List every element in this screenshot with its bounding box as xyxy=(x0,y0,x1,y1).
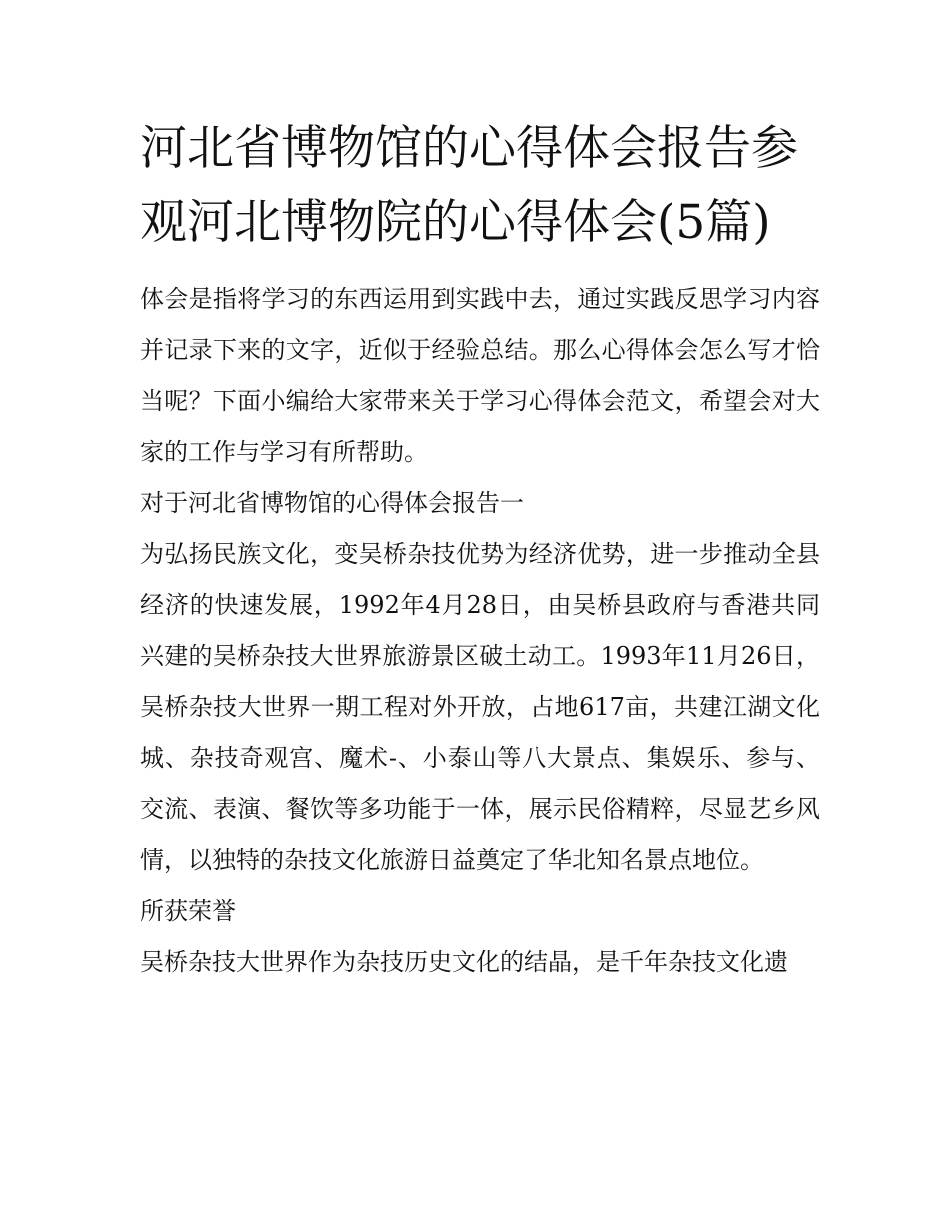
section-heading-1: 对于河北省博物馆的心得体会报告一 xyxy=(140,489,524,517)
document-page xyxy=(140,112,820,988)
section-heading-2: 所获荣誉 xyxy=(140,897,236,925)
section-body-1: 为弘扬民族文化，变吴桥杂技优势为经济优势，进一步推动全县经济的快速发展，1992年4月28日，由吴桥县政府与香港共同兴建的吴桥杂技大世界旅游景区破土动工。1993年11月26日，吴桥杂技大世界一期工程对外开放，占地617亩，共建江湖文化城、杂技奇观宫、魔术-、小泰山等八大景点、集娱乐、参与、交流、表演、餐饮等多功能于一体，展示民俗精粹，尽显艺乡风情，以独特的杂技文化旅游日益奠定了华北知名景点地位。 xyxy=(140,540,820,874)
intro-paragraph: 体会是指将学习的东西运用到实践中去，通过实践反思学习内容并记录下来的文字，近似于经验总结。那么心得体会怎么写才恰当呢？下面小编给大家带来关于学习心得体会范文，希望会对大家的工作与学习有所帮助。 xyxy=(140,285,820,466)
document-title: 河北省博物馆的心得体会报告参观河北博物院的心得体会(5篇) xyxy=(140,121,798,250)
section-body-2: 吴桥杂技大世界作为杂技历史文化的结晶，是千年杂技文化遗 xyxy=(140,948,788,976)
